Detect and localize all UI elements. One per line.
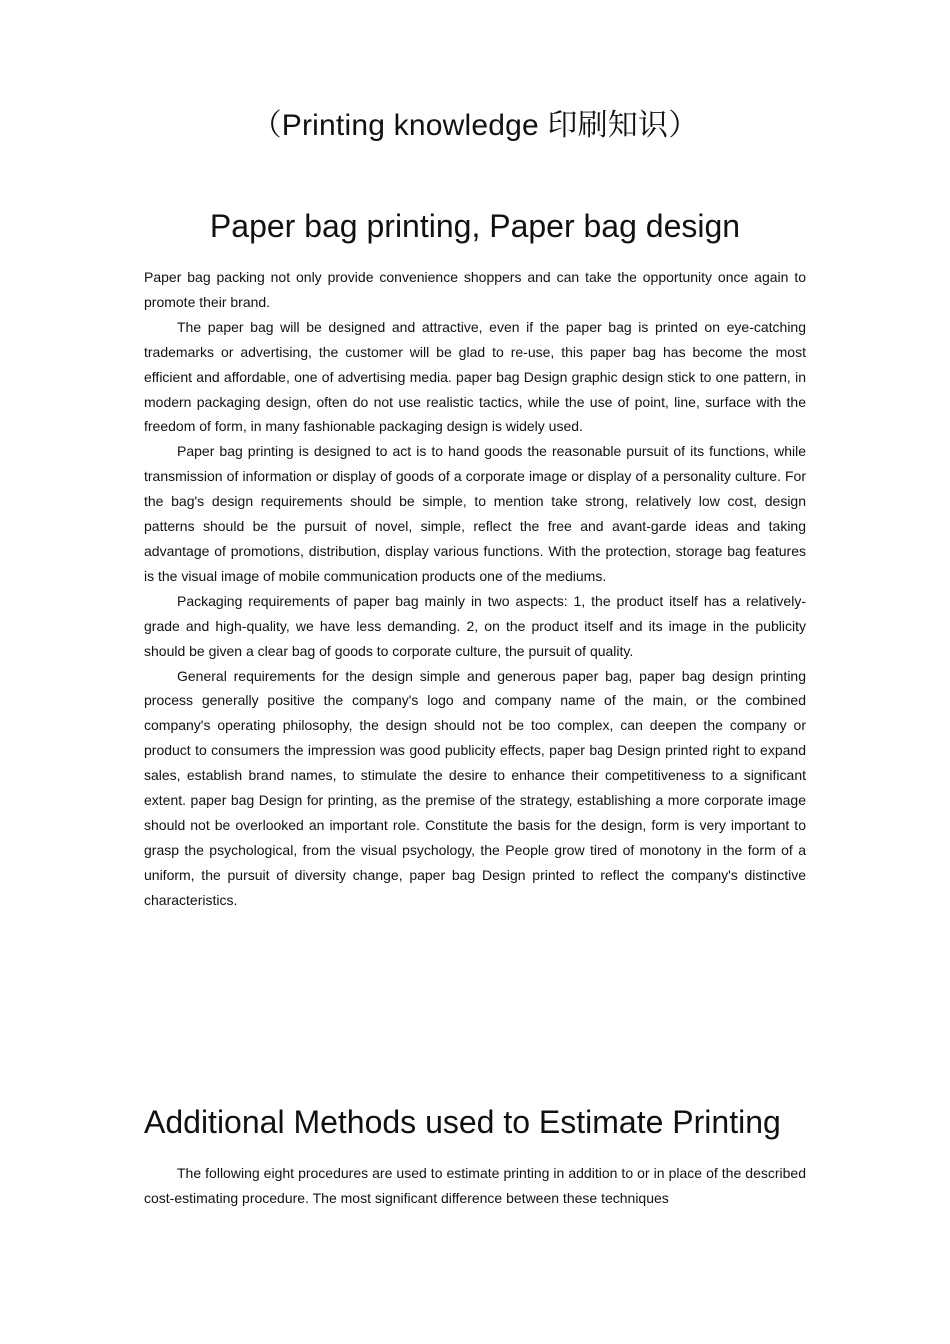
section-heading-estimate-printing: Additional Methods used to Estimate Printing [144, 1104, 781, 1140]
document-header-title: （Printing knowledge 印刷知识） [251, 109, 699, 142]
paragraph-printing-function: Paper bag printing is designed to act is to hand goods the reasonable pursuit of its functions, while transmission of information or display of goods of a corporate image or display of a personality culture. For the bag's design requirements should be simple, to mention take strong, relatively low cost, design patterns should be the pursuit of novel, simple, reflect the free and avant-garde ideas and taking advantage of promotions, distribution, display various functions. With the protection, storage bag features is the visual image of mobile communication products one of the mediums. [144, 443, 806, 584]
section-heading-paper-bag: Paper bag printing, Paper bag design [209, 208, 741, 244]
paragraph-intro: Paper bag packing not only provide convenience shoppers and can take the opportunity once again to promote their brand. [144, 269, 806, 310]
paragraph-design-attractive: The paper bag will be designed and attractive, even if the paper bag is printed on eye-catching trademarks or advertising, the customer will be glad to re-use, this paper bag has become the most efficient and affordable, one of advertising media. paper bag Design graphic design stick to one pattern, in modern packaging design, often do not use realistic tactics, while the use of point, line, surface with the freedom of form, in many fashionable packaging design is widely used. [144, 318, 806, 435]
paragraph-general-requirements: General requirements for the design simple and generous paper bag, paper bag design printing process generally positive the company's logo and company name of the main, or the combined company's operating philosophy, the design should not be too complex, can deepen the company or product to consumers the impression was good publicity effects, paper bag Design printed right to expand sales, establish brand names, to stimulate the desire to enhance their competitiveness to a significant extent. paper bag Design for printing, as the premise of the strategy, establishing a more corporate image should not be overlooked an important role. Constitute the basis for the design, form is very important to grasp the psychological, from the visual psychology, the People grow tired of monotony in the form of a uniform, the pursuit of diversity change, paper bag Design printed to reflect the company's distinctive characteristics. [144, 667, 806, 908]
section-body-paper-bag [144, 265, 806, 913]
section-body-estimate-printing [144, 1161, 806, 1211]
paragraph-eight-procedures: The following eight procedures are used to estimate printing in addition to or in place of the described cost-estimating procedure. The most significant difference between these techniques [144, 1165, 806, 1206]
paragraph-packaging-requirements: Packaging requirements of paper bag mainly in two aspects: 1, the product itself has a relatively-grade and high-quality, we have less demanding. 2, on the product itself and its image in the publicity should be given a clear bag of goods to corporate culture, the pursuit of quality. [144, 592, 806, 659]
